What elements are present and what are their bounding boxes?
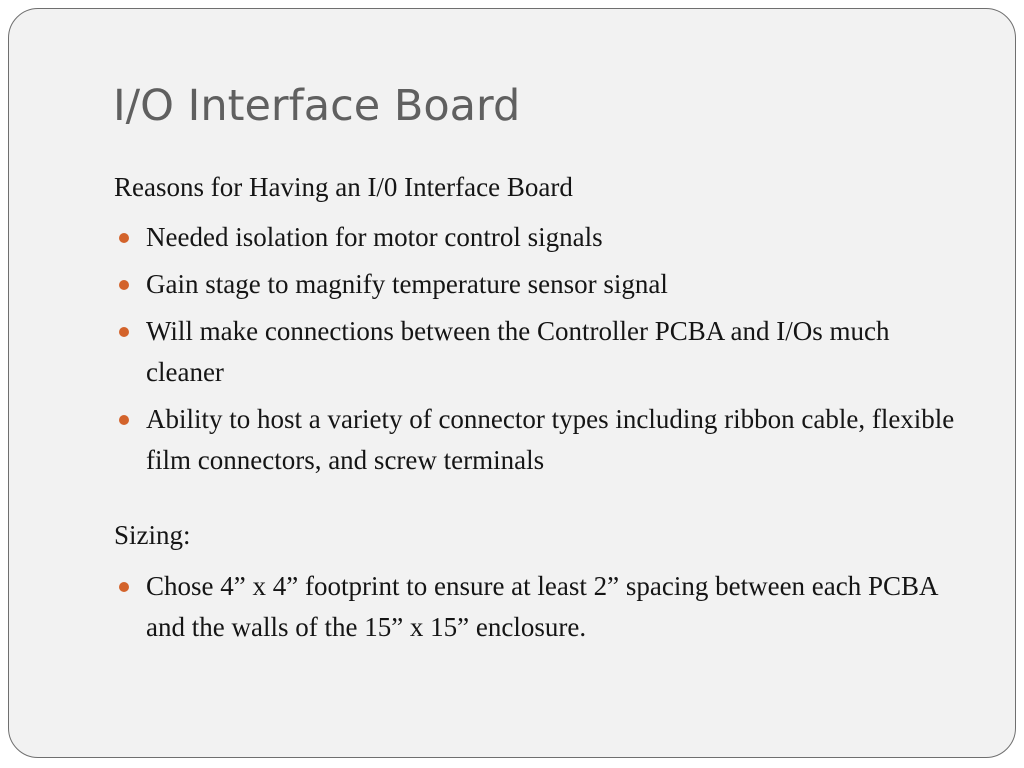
list-item <box>114 217 974 258</box>
bullet-dot-icon <box>119 415 129 425</box>
bullet-dot-icon <box>119 280 129 290</box>
list-item-text: Will make connections between the Controller PCBA and I/Os much cleaner <box>146 316 890 388</box>
sizing-list <box>114 566 974 648</box>
section-heading-reasons: Reasons for Having an I/0 Interface Board <box>114 172 573 202</box>
list-item <box>114 399 974 481</box>
slide-frame <box>8 8 1016 758</box>
list-item-text: Chose 4” x 4” footprint to ensure at least 2” spacing between each PCBA and the walls of the 15” x 15” enclosure. <box>146 570 938 642</box>
slide-title: I/O Interface Board <box>113 81 521 131</box>
bullet-dot-icon <box>119 582 129 592</box>
list-item <box>114 566 974 648</box>
bullet-dot-icon <box>119 233 129 243</box>
list-item-text: Gain stage to magnify temperature sensor signal <box>146 269 668 300</box>
list-item <box>114 311 974 393</box>
slide-body <box>114 171 974 654</box>
reasons-list <box>114 217 974 481</box>
list-item-text: Ability to host a variety of connector types including ribbon cable, flexible film connectors, and screw terminals <box>146 404 955 476</box>
section-heading-sizing: Sizing: <box>114 520 191 551</box>
bullet-dot-icon <box>119 327 129 337</box>
list-item <box>114 264 974 305</box>
list-item-text: Needed isolation for motor control signals <box>146 222 603 253</box>
